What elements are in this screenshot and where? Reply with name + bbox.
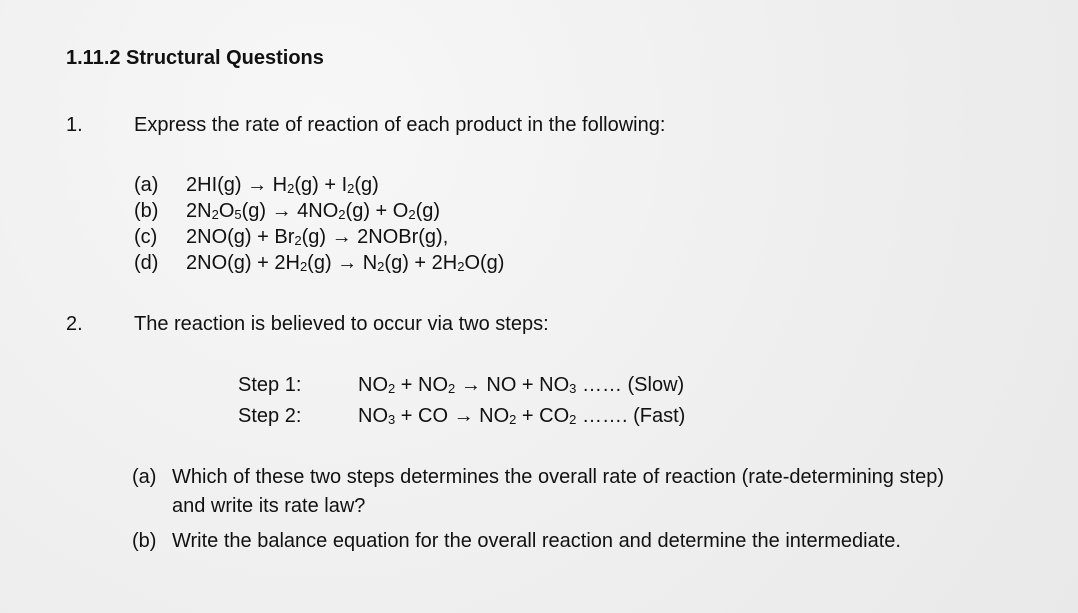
equation-text: O <box>218 200 235 222</box>
subscript: 2 <box>287 181 295 196</box>
question-1-number: 1. <box>66 114 83 136</box>
equation-text: (g) + 2H <box>384 252 458 274</box>
equation-text: (g) <box>354 174 379 196</box>
subquestion-label: (a) <box>132 466 157 488</box>
equation-text: (g) → 2NOBr(g), <box>301 226 449 248</box>
reaction-item-d <box>134 250 504 276</box>
equation-text: + CO → NO <box>395 405 510 427</box>
subscript: 2 <box>448 381 456 396</box>
subquestion-label: (b) <box>132 530 157 552</box>
reaction-equation <box>186 250 504 276</box>
equation-text: 2NO(g) + 2H <box>186 252 300 274</box>
equation-text: …… (Slow) <box>576 374 685 396</box>
section-heading: 1.11.2 Structural Questions <box>66 47 324 69</box>
mechanism-steps <box>238 370 685 432</box>
question-1-items <box>134 172 504 276</box>
question-2-text: The reaction is believed to occur via two steps: <box>134 313 549 335</box>
reaction-equation <box>186 172 379 198</box>
equation-text: → NO + NO <box>455 374 570 396</box>
subscript: 2 <box>388 381 396 396</box>
item-label: (c) <box>134 226 158 248</box>
subquestion-a <box>132 463 944 521</box>
equation-text: (g) → 4NO <box>241 200 339 222</box>
reaction-item-c <box>134 224 504 250</box>
subquestion-text: Which of these two steps determines the overall rate of reaction (rate-determining step) and write its rate law? <box>172 466 944 517</box>
equation-text: NO <box>358 405 388 427</box>
item-label: (d) <box>134 252 159 274</box>
equation-text: (g) <box>415 200 441 222</box>
item-label: (a) <box>134 174 159 196</box>
subscript: 2 <box>347 181 355 196</box>
subquestion-b <box>132 527 944 556</box>
equation-text: + NO <box>395 374 449 396</box>
equation-text: (g) + I <box>294 174 348 196</box>
equation-text: (g) → N <box>307 252 378 274</box>
subscript: 2 <box>294 233 302 248</box>
reaction-item-a <box>134 172 504 198</box>
reaction-equation <box>186 224 448 250</box>
step-1 <box>238 370 685 401</box>
equation-text: 2NO(g) + Br <box>186 226 295 248</box>
step-equation <box>358 370 684 401</box>
equation-text: 2N <box>186 200 212 222</box>
subscript: 2 <box>299 259 308 274</box>
step-label: Step 2: <box>238 405 302 427</box>
subscript: 2 <box>457 259 465 274</box>
subscript: 3 <box>569 381 577 396</box>
subscript: 2 <box>377 259 385 274</box>
question-2-number: 2. <box>66 313 83 335</box>
subscript: 3 <box>388 412 396 427</box>
equation-text: (g) + O <box>345 200 409 222</box>
subscript: 2 <box>211 207 219 222</box>
subscript: 2 <box>509 412 517 427</box>
subscript: 5 <box>234 207 242 222</box>
subscript: 2 <box>338 207 346 222</box>
question-1-text: Express the rate of reaction of each product in the following: <box>134 114 666 136</box>
equation-text: 2HI(g) → H <box>186 174 288 196</box>
reaction-equation <box>186 198 440 224</box>
equation-text: NO <box>358 374 388 396</box>
equation-text: ……. (Fast) <box>576 405 686 427</box>
step-2 <box>238 401 685 432</box>
item-label: (b) <box>134 200 159 222</box>
equation-text: + CO <box>516 405 570 427</box>
reaction-item-b <box>134 198 504 224</box>
subscript: 2 <box>408 207 416 222</box>
step-label: Step 1: <box>238 374 302 396</box>
subscript: 2 <box>569 412 577 427</box>
equation-text: O(g) <box>464 252 505 274</box>
step-equation <box>358 401 685 432</box>
subquestion-text: Write the balance equation for the overall reaction and determine the intermediate. <box>172 530 901 552</box>
